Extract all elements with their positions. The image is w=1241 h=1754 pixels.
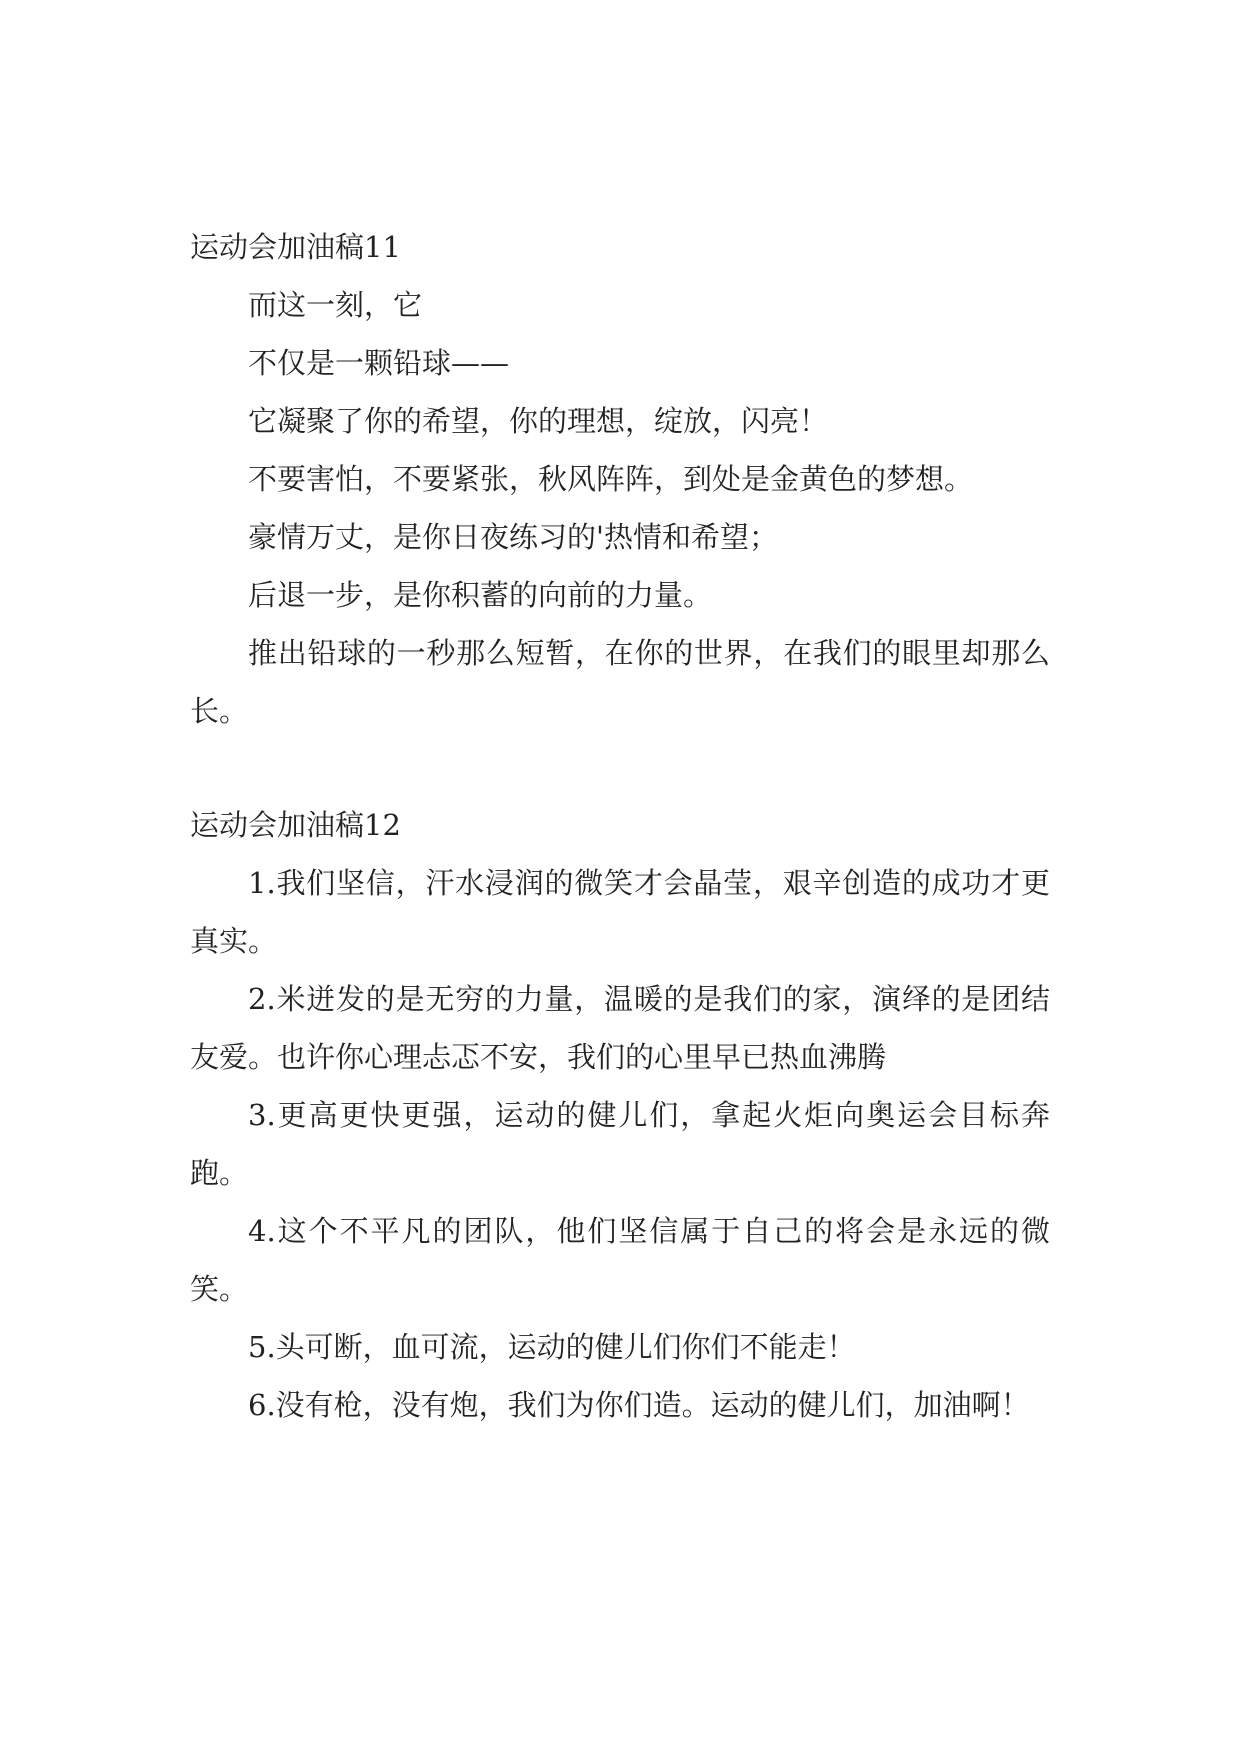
paragraph: 不要害怕，不要紧张，秋风阵阵，到处是金黄色的梦想。 [248, 462, 974, 496]
section-heading: 运动会加油稿12 [190, 808, 401, 842]
section-heading: 运动会加油稿11 [190, 230, 401, 264]
section-12 [190, 796, 1050, 1434]
paragraph: 1.我们坚信，汗水浸润的微笑才会晶莹，艰辛创造的成功才更真实。 [190, 866, 1050, 958]
section-11 [190, 218, 1050, 740]
paragraph: 6.没有枪，没有炮，我们为你们造。运动的健儿们，加油啊！ [248, 1388, 1030, 1422]
paragraph: 2.米迸发的是无穷的力量，温暖的是我们的家，演绎的是团结友爱。也许你心理忐忑不安，我们的心里早已热血沸腾 [190, 982, 1050, 1074]
paragraph: 而这一刻，它 [248, 288, 423, 322]
paragraph: 后退一步，是你积蓄的向前的力量。 [248, 578, 713, 612]
paragraph: 它凝聚了你的希望，你的理想，绽放，闪亮！ [248, 404, 829, 438]
paragraph: 4.这个不平凡的团队，他们坚信属于自己的将会是永远的微笑。 [190, 1214, 1050, 1306]
paragraph: 豪情万丈，是你日夜练习的'热情和希望； [248, 520, 778, 554]
paragraph: 不仅是一颗铅球—— [248, 346, 510, 380]
paragraph: 5.头可断，血可流，运动的健儿们你们不能走！ [248, 1330, 856, 1364]
paragraph: 3.更高更快更强，运动的健儿们，拿起火炬向奥运会目标奔跑。 [190, 1098, 1050, 1190]
document-page [190, 218, 1050, 1434]
paragraph: 推出铅球的一秒那么短暂，在你的世界，在我们的眼里却那么长。 [190, 636, 1050, 728]
